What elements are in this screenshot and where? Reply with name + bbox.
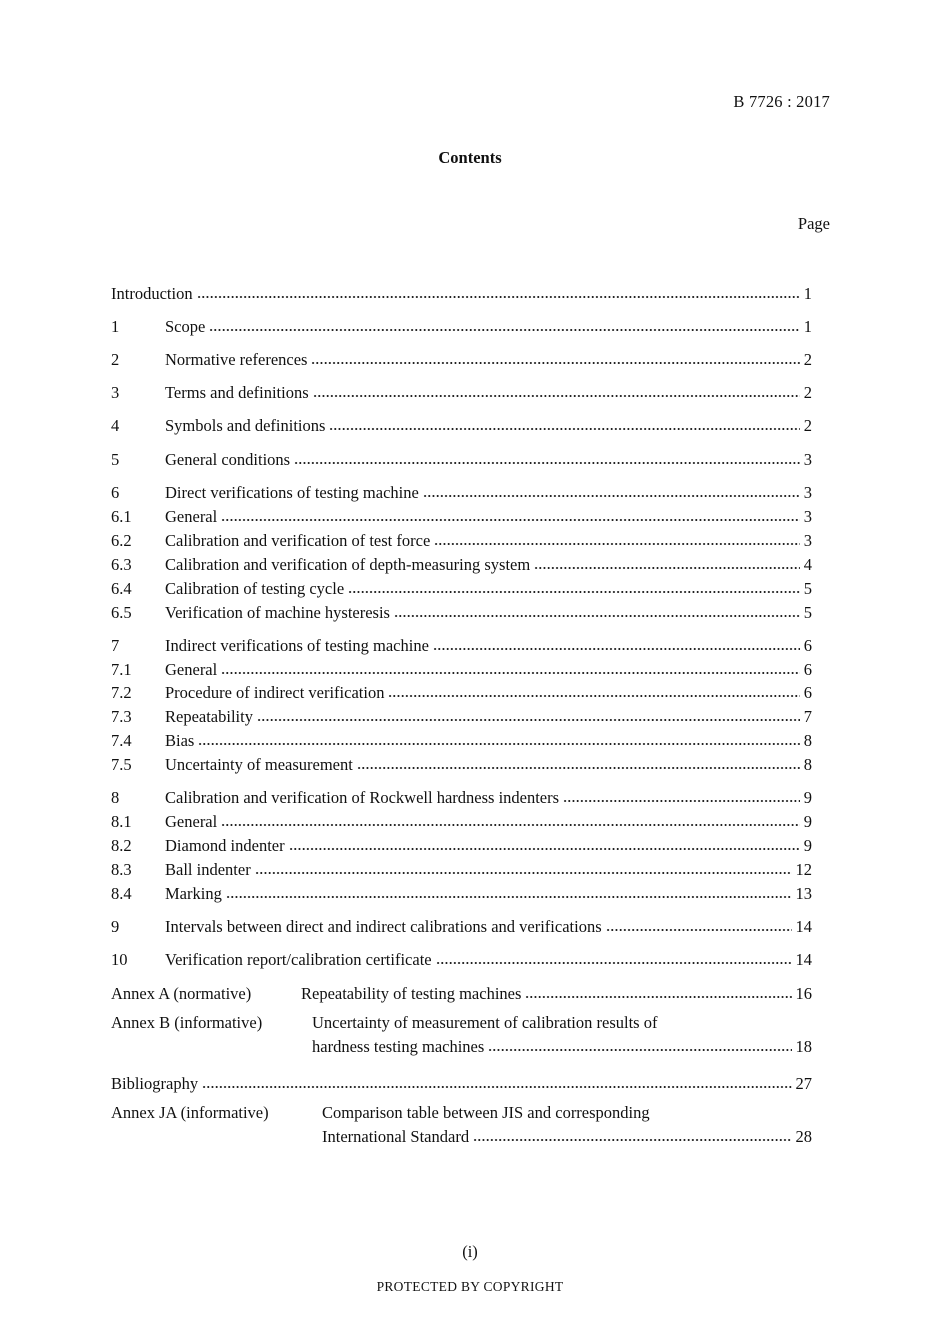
toc-entry-7-2[interactable] — [111, 679, 812, 703]
toc-entry-3[interactable] — [111, 379, 812, 403]
toc-entry-page: 28 — [795, 1127, 812, 1146]
toc-entry-6-1[interactable] — [111, 503, 812, 527]
toc-entry-page: 14 — [795, 950, 812, 969]
toc-entry-title-line1[interactable]: Uncertainty of measurement of calibration results of — [312, 1013, 658, 1032]
toc-entry-title: Symbols and definitions — [165, 416, 326, 435]
toc-entry-number: 8.4 — [111, 884, 132, 903]
toc-entry-5[interactable] — [111, 446, 812, 470]
toc-entry-title: Ball indenter — [165, 860, 251, 879]
dot-leader — [436, 950, 792, 970]
toc-entry-7-5[interactable] — [111, 751, 812, 775]
toc-entry-number: 10 — [111, 950, 128, 969]
standard-id: B 7726 : 2017 — [733, 92, 830, 111]
toc-entry-title: Procedure of indirect verification — [165, 683, 385, 702]
toc-entry-number: 6.5 — [111, 603, 132, 622]
toc-entry-page: 3 — [803, 531, 812, 550]
toc-entry-title: Verification report/calibration certificate — [165, 950, 432, 969]
toc-entry-page: 3 — [803, 450, 812, 469]
toc-entry-number: 7.3 — [111, 707, 132, 726]
toc-entry-annex-a[interactable] — [111, 980, 812, 1004]
toc-entry-8-3[interactable] — [111, 856, 812, 880]
toc-entry-number: 6.1 — [111, 507, 132, 526]
toc-entry-page: 9 — [803, 836, 812, 855]
toc-entry-number: 3 — [111, 383, 120, 402]
dot-leader — [289, 836, 800, 856]
toc-entry-number: 7 — [111, 636, 120, 655]
toc-entry-6[interactable] — [111, 479, 812, 503]
toc-entry-bibliography[interactable] — [111, 1070, 812, 1094]
toc-entry-page: 5 — [803, 603, 812, 622]
copyright-notice: PROTECTED BY COPYRIGHT — [376, 1279, 564, 1294]
dot-leader — [255, 860, 792, 880]
dot-leader — [311, 350, 799, 370]
footer-page-number: (i) — [462, 1242, 478, 1261]
dot-leader — [198, 731, 799, 751]
dot-leader — [423, 483, 800, 503]
toc-entry-title: Diamond indenter — [165, 836, 285, 855]
toc-entry-6-3[interactable] — [111, 551, 812, 575]
annex-label: Annex JA (informative) — [111, 1103, 269, 1122]
toc-entry-page: 6 — [803, 636, 812, 655]
page-title: Contents — [438, 148, 502, 167]
toc-entry-page: 4 — [803, 555, 812, 574]
toc-entry-title: General — [165, 507, 218, 526]
dot-leader — [433, 636, 800, 656]
toc-entry-title-line1[interactable]: Comparison table between JIS and corresponding — [322, 1103, 650, 1122]
toc-entry-page: 3 — [803, 483, 812, 502]
toc-entry-page: 16 — [795, 984, 812, 1003]
dot-leader — [434, 531, 799, 551]
toc-entry-page: 8 — [803, 755, 812, 774]
toc-entry-page: 14 — [795, 917, 812, 936]
toc-entry-page: 9 — [803, 812, 812, 831]
toc-entry-title: Terms and definitions — [165, 383, 309, 402]
toc-entry-number: 6.4 — [111, 579, 132, 598]
toc-entry-page: 6 — [803, 660, 812, 679]
toc-entry-title: General conditions — [165, 450, 291, 469]
toc-entry-number: 5 — [111, 450, 120, 469]
toc-entry-page: 2 — [803, 350, 812, 369]
toc-entry-page: 1 — [803, 317, 812, 336]
toc-entry-number: 4 — [111, 416, 120, 435]
toc-entry-page: 12 — [795, 860, 812, 879]
toc-entry-title: Calibration of testing cycle — [165, 579, 345, 598]
toc-entry-number: 7.5 — [111, 755, 132, 774]
annex-label: Annex A (normative) — [111, 984, 252, 1003]
toc-entry-page: 6 — [803, 683, 812, 702]
dot-leader — [488, 1037, 791, 1057]
toc-entry-title: Repeatability — [165, 707, 253, 726]
toc-entry-page: 13 — [795, 884, 812, 903]
toc-entry-introduction[interactable] — [111, 280, 812, 304]
toc-entry-title: Indirect verifications of testing machine — [165, 636, 429, 655]
toc-entry-page: 7 — [803, 707, 812, 726]
toc-entry-page: 1 — [803, 284, 812, 303]
page-column-label: Page — [797, 214, 830, 233]
toc-entry-number: 6.2 — [111, 531, 132, 550]
dot-leader — [221, 507, 800, 527]
toc-entry-7[interactable] — [111, 632, 812, 656]
toc-entry-page: 18 — [795, 1037, 812, 1056]
toc-entry-title: Uncertainty of measurement — [165, 755, 353, 774]
dot-leader — [388, 683, 799, 703]
toc-entry-8-1[interactable] — [111, 808, 812, 832]
toc-entry-number: 7.4 — [111, 731, 132, 750]
toc-entry-7-4[interactable] — [111, 727, 812, 751]
toc-entry-page: 2 — [803, 416, 812, 435]
toc-entry-number: 7.1 — [111, 660, 132, 679]
toc-entry-title: Bias — [165, 731, 195, 750]
toc-entry-number: 8.1 — [111, 812, 132, 831]
toc-entry-number: 2 — [111, 350, 120, 369]
toc-entry-page: 2 — [803, 383, 812, 402]
toc-entry-title: Bibliography — [111, 1074, 199, 1093]
toc-entry-title: Verification of machine hysteresis — [165, 603, 390, 622]
toc-entry-page: 8 — [803, 731, 812, 750]
toc-entry-6-4[interactable] — [111, 575, 812, 599]
toc-entry-title-line2: hardness testing machines — [312, 1037, 485, 1056]
dot-leader — [357, 755, 800, 775]
toc-entry-number: 7.2 — [111, 683, 132, 702]
toc-entry-7-3[interactable] — [111, 703, 812, 727]
toc-entry-number: 8.2 — [111, 836, 132, 855]
toc-entry-9[interactable] — [111, 913, 812, 937]
toc-entry-6-2[interactable] — [111, 527, 812, 551]
dot-leader — [348, 579, 800, 599]
toc-entry-title: General — [165, 812, 218, 831]
toc-entry-8-2[interactable] — [111, 832, 812, 856]
toc-entry-2[interactable] — [111, 346, 812, 370]
toc-entry-page: 27 — [795, 1074, 812, 1093]
dot-leader — [606, 917, 792, 937]
annex-label: Annex B (informative) — [111, 1013, 263, 1032]
toc-entry-title: Introduction — [111, 284, 193, 303]
toc-entry-page: 5 — [803, 579, 812, 598]
toc-entry-number: 9 — [111, 917, 120, 936]
dot-leader — [313, 383, 800, 403]
toc-entry-title: Scope — [165, 317, 206, 336]
toc-entry-title: Marking — [165, 884, 222, 903]
dot-leader — [221, 812, 800, 832]
dot-leader — [257, 707, 800, 727]
toc-entry-title: Calibration and verification of test force — [165, 531, 431, 550]
dot-leader — [563, 788, 800, 808]
toc-entry-7-1[interactable] — [111, 656, 812, 680]
toc-entry-annex-b[interactable] — [312, 1033, 812, 1057]
dot-leader — [226, 884, 792, 904]
dot-leader — [202, 1074, 791, 1094]
toc-entry-number: 8 — [111, 788, 120, 807]
toc-entry-number: 6.3 — [111, 555, 132, 574]
toc-entry-title: Intervals between direct and indirect calibrations and verifications — [165, 917, 602, 936]
toc-entry-number: 1 — [111, 317, 120, 336]
toc-entry-number: 8.3 — [111, 860, 132, 879]
dot-leader — [525, 984, 791, 1004]
dot-leader — [473, 1127, 791, 1147]
dot-leader — [209, 317, 799, 337]
toc-entry-8[interactable] — [111, 784, 812, 808]
toc-entry-6-5[interactable] — [111, 599, 812, 623]
toc-entry-annex-ja[interactable] — [322, 1123, 812, 1147]
dot-leader — [294, 450, 800, 470]
toc-entry-title: Calibration and verification of Rockwell hardness indenters — [165, 788, 560, 807]
toc-entry-title: Repeatability of testing machines — [301, 984, 522, 1003]
toc-entry-8-4[interactable] — [111, 880, 812, 904]
toc-entry-page: 3 — [803, 507, 812, 526]
dot-leader — [394, 603, 800, 623]
toc-entry-4[interactable] — [111, 412, 812, 436]
toc-entry-page: 9 — [803, 788, 812, 807]
dot-leader — [534, 555, 800, 575]
toc-entry-title: Direct verifications of testing machine — [165, 483, 419, 502]
toc-entry-title: Calibration and verification of depth-measuring system — [165, 555, 531, 574]
toc-entry-number: 6 — [111, 483, 120, 502]
dot-leader — [329, 416, 799, 436]
toc-entry-title: General — [165, 660, 218, 679]
toc-entry-title: Normative references — [165, 350, 308, 369]
dot-leader — [197, 284, 800, 304]
toc-entry-1[interactable] — [111, 313, 812, 337]
toc-entry-10[interactable] — [111, 946, 812, 970]
dot-leader — [221, 660, 800, 680]
toc-entry-title-line2: International Standard — [322, 1127, 470, 1146]
